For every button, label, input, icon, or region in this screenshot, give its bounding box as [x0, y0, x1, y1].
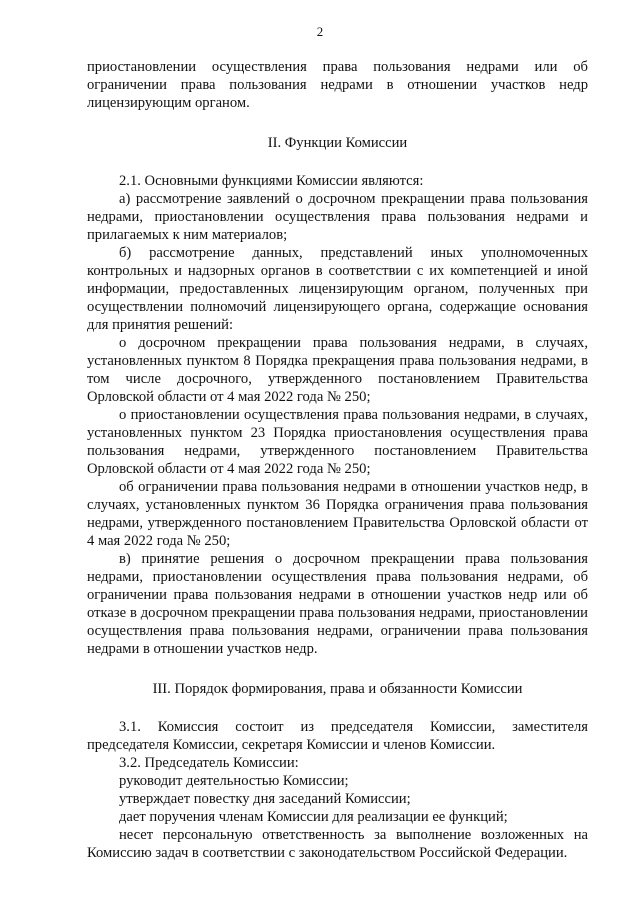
section-2-item-suspension: о приостановлении осуществления права пользования недрами, в случаях, установленных пунктом 23 Порядка приостановления осуществления права пользования недрами, утвержденного постановлением Правительства Орловской области от 4 мая 2022 года № 250; — [87, 407, 588, 477]
section-3-heading: III. Порядок формирования, права и обязанности Комиссии — [152, 681, 523, 697]
section-3-duty-2: утверждает повестку дня заседаний Комиссии; — [119, 791, 411, 807]
section-3-duty-4: несет персональную ответственность за выполнение возложенных на Комиссию задач в соответствии с законодательством Российской Федерации. — [87, 827, 588, 861]
section-2-paragraph-1: 2.1. Основными функциями Комиссии являются: — [119, 173, 424, 189]
section-3-paragraph-2: 3.2. Председатель Комиссии: — [119, 755, 299, 771]
document-body — [87, 58, 588, 862]
section-2-item-termination: о досрочном прекращении права пользования недрами, в случаях, установленных пунктом 8 Порядка прекращения права пользования недрами, в том числе досрочного, утвержденного постановлением Правительства Орловской области от 4 мая 2022 года № 250; — [87, 335, 588, 405]
section-2-paragraph-v: в) принятие решения о досрочном прекращении права пользования недрами, приостановлении осуществления права пользования недрами, об ограничении права пользования недрами в отношении участков недр или об отказе в досрочном прекращении права пользования недрами, приостановлении осуществления права пользования недрами, ограничении права пользования недрами в отношении участков недр. — [87, 551, 588, 657]
intro-paragraph: приостановлении осуществления права пользования недрами или об ограничении права пользования недрами в отношении участков недр лицензирующим органом. — [87, 59, 588, 111]
section-2-paragraph-a: а) рассмотрение заявлений о досрочном прекращении права пользования недрами, приостановлении осуществления права пользования недрами и прилагаемых к ним материалов; — [87, 191, 588, 243]
section-3-duty-1: руководит деятельностью Комиссии; — [119, 773, 349, 789]
section-3-paragraph-1: 3.1. Комиссия состоит из председателя Комиссии, заместителя председателя Комиссии, секретаря Комиссии и членов Комиссии. — [87, 719, 588, 753]
section-3-duty-3: дает поручения членам Комиссии для реализации ее функций; — [119, 809, 508, 825]
page-number: 2 — [316, 24, 324, 39]
section-2-item-restriction: об ограничении права пользования недрами в отношении участков недр, в случаях, установленных пунктом 36 Порядка ограничения права пользования недрами, утвержденного постановлением Правительства Орловской области от 4 мая 2022 года № 250; — [87, 479, 588, 549]
section-2-heading: II. Функции Комиссии — [267, 135, 408, 151]
section-2-paragraph-b: б) рассмотрение данных, представлений иных уполномоченных контрольных и надзорных органов в соответствии с их компетенцией и иной информации, предоставленных лицензирующим органом, полученных при осуществлении полномочий лицензирующего органа, содержащие основания для принятия решений: — [87, 245, 588, 333]
